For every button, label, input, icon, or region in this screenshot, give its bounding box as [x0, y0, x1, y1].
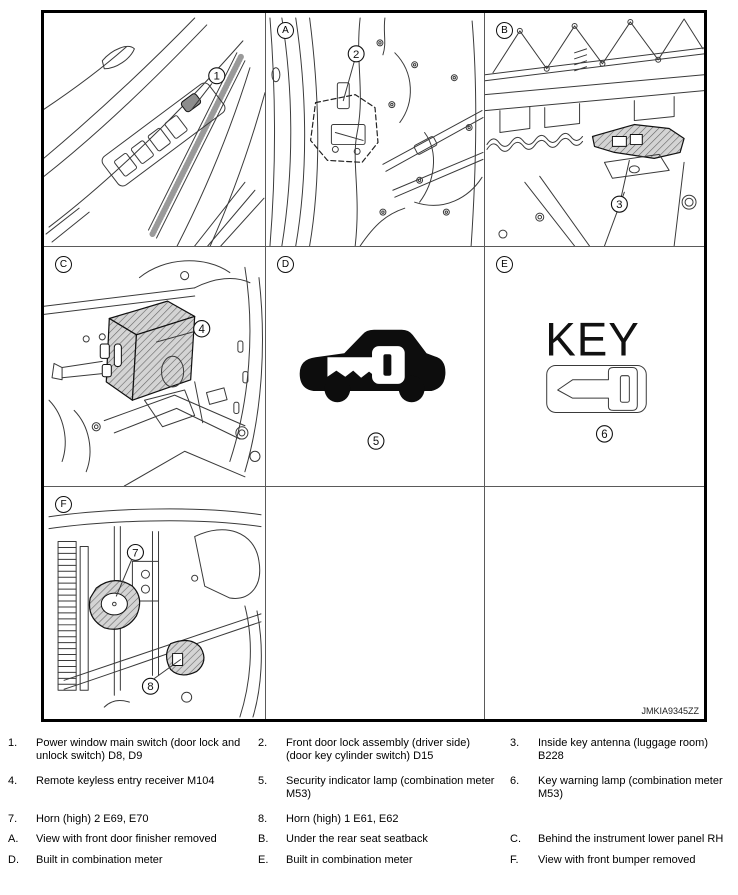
legend-item-number: 6. — [510, 775, 520, 787]
legend-item-number: 5. — [258, 775, 268, 787]
svg-text:8: 8 — [147, 681, 154, 694]
svg-text:2: 2 — [353, 48, 360, 61]
legend-item-3 — [502, 737, 738, 763]
svg-text:3: 3 — [616, 199, 623, 212]
legend-item-6 — [502, 775, 738, 801]
legend-item-number: E. — [258, 854, 269, 866]
bolt-holes — [377, 40, 472, 215]
legend-item-5 — [250, 775, 502, 801]
horns-illustration — [44, 487, 265, 719]
key-lamp-text: KEY — [545, 312, 640, 366]
panel-a — [266, 13, 485, 247]
key-warning-lamp-icon — [485, 247, 704, 486]
legend-item-1 — [0, 737, 250, 763]
legend-item-number: B. — [258, 833, 269, 845]
legend-item-text: Inside key antenna (luggage room) B228 — [538, 737, 708, 762]
legend-item-text: Power window main switch (door lock and unlock switch) D8, D9 — [36, 737, 241, 762]
callout-6 — [596, 426, 612, 442]
legend-item-b — [250, 833, 502, 846]
legend-item-f — [502, 854, 738, 867]
legend-item-8 — [250, 813, 502, 826]
svg-text:5: 5 — [372, 436, 380, 449]
legend-item-c — [502, 833, 738, 846]
panel-letter-d: D — [277, 256, 294, 273]
legend-item-4 — [0, 775, 250, 801]
legend-item-2 — [250, 737, 502, 763]
panel-letter-b: B — [496, 22, 513, 39]
legend-item-text: Remote keyless entry receiver M104 — [36, 775, 215, 787]
luggage-antenna-illustration — [485, 13, 704, 246]
component-location-figure — [41, 10, 707, 722]
legend-item-text: Key warning lamp (combination meter M53) — [538, 775, 723, 800]
legend-item-number: 4. — [8, 775, 18, 787]
panel-e — [485, 247, 704, 487]
legend-item-spacer — [502, 813, 738, 826]
panel-b — [485, 13, 704, 247]
radiator-hatching — [58, 542, 88, 691]
legend-item-number: 3. — [510, 737, 520, 749]
legend-item-text: Security indicator lamp (combination meter M53) — [286, 775, 495, 800]
callout-3 — [611, 160, 629, 212]
legend-item-number: 8. — [258, 813, 268, 825]
legend — [0, 737, 738, 867]
door-lock-illustration — [266, 13, 484, 246]
legend-item-7 — [0, 813, 250, 826]
legend-item-text: Horn (high) 2 E69, E70 — [36, 813, 149, 825]
legend-item-d — [0, 854, 250, 867]
legend-item-text: Under the rear seat seatback — [286, 833, 428, 845]
security-indicator-lamp-icon — [266, 247, 484, 486]
svg-text:7: 7 — [132, 547, 139, 560]
legend-item-text: Built in combination meter — [286, 854, 413, 866]
legend-item-text: Horn (high) 1 E61, E62 — [286, 813, 399, 825]
legend-item-number: C. — [510, 833, 521, 845]
legend-item-text: Built in combination meter — [36, 854, 163, 866]
panel-letter-f: F — [55, 496, 72, 513]
door-trim-illustration — [44, 13, 265, 246]
panel-d — [266, 247, 485, 487]
legend-item-number: A. — [8, 833, 19, 845]
panel-letter-e: E — [496, 256, 513, 273]
panel-letter-c: C — [55, 256, 72, 273]
legend-item-text: Front door lock assembly (driver side) (door key cylinder switch) D15 — [286, 737, 471, 762]
callout-2 — [343, 46, 364, 101]
legend-item-text: Behind the instrument lower panel RH — [538, 833, 724, 845]
panel-c — [44, 247, 266, 487]
legend-item-text: View with front bumper removed — [538, 854, 696, 866]
panel-empty-2 — [485, 487, 704, 719]
figure-code: JMKIA9345ZZ — [641, 706, 699, 716]
panel-empty-1 — [266, 487, 485, 719]
keyless-receiver-illustration — [44, 247, 265, 486]
legend-item-text: View with front door finisher removed — [36, 833, 217, 845]
panel-f — [44, 487, 266, 719]
legend-item-number: 2. — [258, 737, 268, 749]
panel-1 — [44, 13, 266, 247]
legend-item-a — [0, 833, 250, 846]
legend-item-number: 7. — [8, 813, 18, 825]
legend-item-number: D. — [8, 854, 19, 866]
svg-text:6: 6 — [601, 428, 608, 442]
legend-item-e — [250, 854, 502, 867]
legend-item-number: F. — [510, 854, 519, 866]
legend-item-number: 1. — [8, 737, 18, 749]
svg-text:1: 1 — [213, 70, 220, 83]
panel-letter-a: A — [277, 22, 294, 39]
callout-5 — [368, 433, 384, 449]
svg-text:4: 4 — [198, 322, 205, 336]
